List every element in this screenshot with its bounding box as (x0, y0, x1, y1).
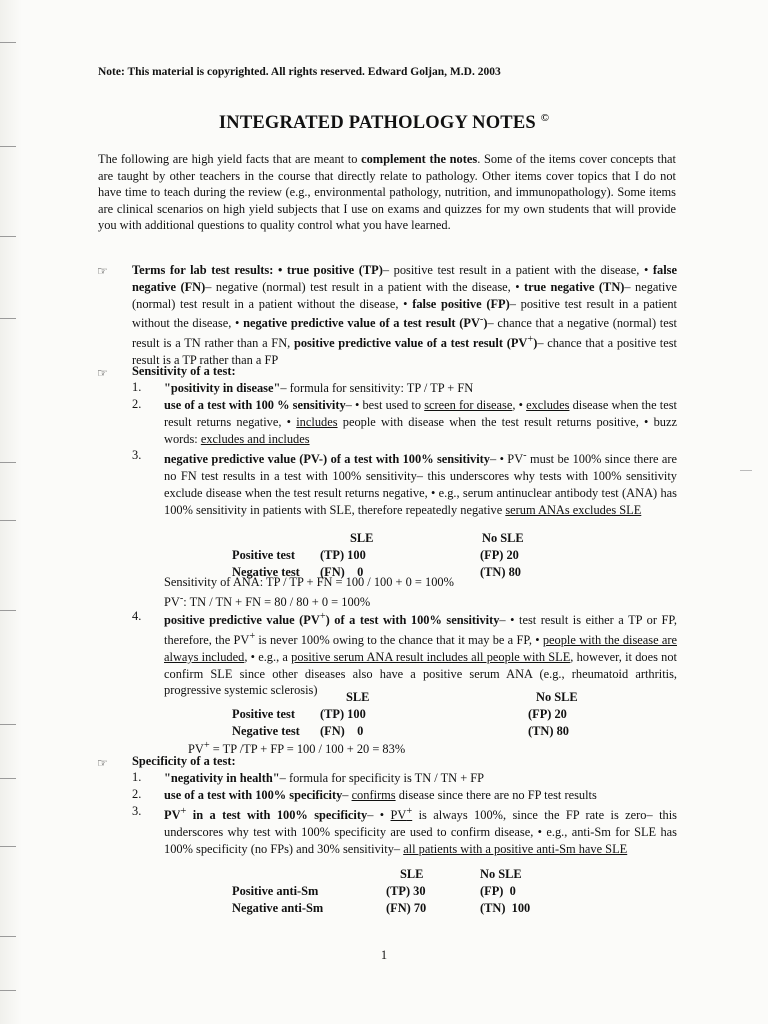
item-text: – • PV (490, 452, 524, 467)
superscript: + (180, 806, 187, 817)
calc-text: = TP /TP + FP = 100 / 100 + 20 = 83% (209, 742, 406, 757)
term-definition: – positive test result in a patient without the disease, • (132, 296, 677, 331)
table-row (232, 883, 530, 900)
table-row (232, 547, 524, 564)
page-number: 1 (380, 948, 388, 962)
row-label: Negative test (232, 723, 300, 738)
table-cell: (FP) 0 (480, 883, 516, 898)
item-text: – • test result is either a TP or FP, therefore, the PV (164, 613, 677, 648)
column-header: SLE (400, 867, 424, 881)
item-text: disease since there are no FP test results (395, 788, 597, 802)
title-text: INTEGRATED PATHOLOGY NOTES (218, 113, 536, 134)
term: false positive (FP) (407, 296, 510, 311)
item-number: 2. (132, 787, 142, 801)
page-title (0, 112, 768, 134)
table-header-row (232, 866, 530, 883)
term: ) (483, 316, 488, 331)
superscript: + (406, 806, 413, 817)
underlined-text: positive serum ANA result includes all people with SLE (291, 649, 571, 664)
underlined-pv: PV (390, 808, 407, 823)
item-lead: "positivity in disease" (164, 381, 281, 395)
item-lead: in a test with 100% specificity (186, 808, 368, 823)
item-text: must be 100% since there are no FN test results in a test with 100% sensitivity– this underscores why tests with 100% sensitivity exclude disease when the test result returns negative, • e.g., serum antinuclear antibody test (ANA) has 100% sensitivity in patients with SLE, therefore repeatedly negative (164, 452, 677, 517)
table-cell: (FP) 20 (480, 547, 519, 562)
term: true negative (TN) (519, 279, 625, 294)
superscript: + (249, 630, 256, 642)
row-label: Positive anti-Sm (232, 883, 319, 898)
pointing-hand-icon: ☞ (97, 756, 108, 770)
item-lead: negative predictive value (PV-) of a test with 100% sensitivity (164, 452, 490, 467)
underlined-text: excludes (526, 398, 570, 412)
table-cell: (TN) 100 (480, 900, 531, 915)
item-number: 3. (132, 804, 142, 818)
item-lead: PV (164, 808, 181, 823)
item-number: 1. (132, 380, 142, 394)
superscript: - (179, 593, 184, 604)
term: negative predictive value of a test result (PV (239, 316, 480, 331)
list-item (164, 804, 677, 858)
superscript: - (479, 314, 484, 326)
margin-tick (0, 520, 16, 521)
section-heading-text: Sensitivity of a test: (132, 364, 236, 378)
table-row (232, 900, 530, 917)
item-number: 1. (132, 770, 142, 784)
margin-tick (0, 318, 16, 319)
term-definition: – chance that a positive test result is a TP rather than a FP (132, 336, 677, 368)
section-heading (132, 753, 677, 770)
margin-tick (0, 462, 16, 463)
list-item (164, 787, 677, 804)
item-text: , • e.g., a (244, 649, 292, 664)
margin-tick (0, 990, 16, 991)
underlined-text: serum ANAs excludes SLE (505, 502, 642, 517)
intro-text: The following are high yield facts that are meant to (98, 152, 362, 166)
superscript: + (527, 334, 534, 346)
calc-text: PV (188, 742, 204, 757)
list-item (164, 380, 677, 397)
list-item (164, 770, 677, 787)
item-text: – formula for sensitivity: TP / TP + FN (280, 381, 474, 395)
superscript: - (523, 450, 527, 461)
margin-tick (740, 470, 752, 471)
sle-ana-table (232, 530, 524, 580)
column-header: No SLE (536, 690, 578, 704)
underlined-text: all patients with a positive anti-Sm have SLE (403, 841, 628, 856)
term: ) (533, 336, 538, 351)
scan-shadow-edge (0, 0, 22, 1024)
item-number: 4. (132, 609, 142, 623)
underlined-text: excludes and includes (200, 431, 310, 446)
margin-tick (0, 236, 16, 237)
pv-negative-calculation (164, 591, 370, 611)
item-lead: use of a test with 100% specificity (164, 788, 343, 802)
list-item (164, 448, 677, 518)
sle-ppv-table (232, 689, 578, 739)
item-number: 2. (132, 397, 142, 411)
section-heading: Terms for lab test results: (132, 263, 274, 277)
item-text: people with disease when the test result returns positive, • buzz words: (164, 414, 677, 446)
term: • true positive (TP) (273, 263, 383, 277)
margin-tick (0, 846, 16, 847)
underlined-text: confirms (351, 788, 396, 802)
copyright-note: Note: This material is copyrighted. All rights reserved. Edward Goljan, M.D. 2003 (98, 66, 501, 78)
term-definition: – negative (normal) test result in a patient without the disease, • (132, 279, 678, 311)
calc-text: : TN / TN + FN = 80 / 80 + 0 = 100% (183, 595, 371, 610)
superscript: + (319, 611, 326, 622)
item-text: – formula for specificity is TN / TN + FP (279, 771, 485, 785)
table-cell: (FP) 20 (528, 706, 567, 721)
item-lead: "negativity in health" (164, 771, 280, 785)
anti-sm-table (232, 866, 530, 916)
column-header: No SLE (480, 867, 522, 881)
margin-tick (0, 610, 16, 611)
item-text: is always 100%, since the FP rate is zero– this underscores why test with 100% specificity are used to confirm disease, • e.g., anti-Sm for SLE has 100% specificity (no FPs) and 30% sensitivity– (164, 808, 677, 856)
underlined-text: people with the disease are always included (164, 633, 677, 664)
sensitivity-calculation: Sensitivity of ANA: TP / TP + FN = 100 / 100 + 0 = 100% (164, 575, 454, 589)
item-number: 3. (132, 448, 142, 462)
table-row (232, 706, 578, 723)
pointing-hand-icon: ☞ (97, 264, 108, 278)
margin-tick (0, 724, 16, 725)
table-cell: (FN) 70 (386, 900, 427, 915)
row-label: Positive test (232, 547, 295, 562)
item-text: – • (367, 808, 391, 823)
item-text: , • (512, 398, 527, 412)
section-heading (132, 363, 677, 380)
margin-tick (0, 778, 16, 779)
term-definition: – positive test result in a patient with the disease, • (382, 263, 649, 277)
table-cell: (FN) 0 (320, 564, 364, 579)
item-text: is never 100% owing to the chance that it may be a FP, • (255, 633, 543, 648)
list-item (164, 609, 677, 699)
table-cell: (TP) 30 (386, 883, 426, 898)
table-cell: (TN) 80 (528, 723, 569, 738)
column-header: SLE (350, 531, 374, 545)
margin-tick (0, 936, 16, 937)
lab-terms-paragraph (132, 262, 677, 369)
underlined-text (391, 808, 413, 822)
table-cell: (TP) 100 (320, 547, 366, 562)
underlined-text: screen for disease (424, 398, 513, 412)
item-text: – (342, 788, 352, 802)
row-label: Positive test (232, 706, 295, 721)
item-lead: positive predictive value (PV (164, 613, 320, 628)
intro-emphasis: complement the notes (361, 152, 478, 166)
list-item (164, 397, 677, 447)
margin-tick (0, 42, 16, 43)
table-cell: (TP) 100 (320, 706, 366, 721)
table-header-row (232, 530, 524, 547)
item-text: disease when the test result returns negative, • (164, 398, 677, 429)
underlined-text: includes (296, 414, 338, 429)
copyright-mark: © (540, 112, 550, 124)
item-text: , however, it does not confirm SLE since other diseases also have a positive serum ANA (e.g., rheumatoid arthritis, progressive systemic sclerosis) (164, 649, 677, 698)
row-label: Negative anti-Sm (232, 900, 324, 915)
table-row (232, 723, 578, 740)
term-definition: – chance that a negative (normal) test result is a TN rather than a FN, (132, 316, 677, 351)
term: positive predictive value of a test result (PV (290, 336, 528, 351)
pointing-hand-icon: ☞ (97, 366, 108, 380)
term-definition: – negative (normal) test result in a patient with the disease, • (205, 279, 520, 294)
column-header: No SLE (482, 531, 524, 545)
superscript: + (203, 740, 210, 751)
intro-text: . Some of the items cover concepts that are taught by other teachers in the course that directly relate to pathology. Other items cover topics that I do not have time to teach during the review (e.g., environmental pathology, nutrition, and immunopathology). Some items are clinical scenarios on high yield subjects that I use on exams and quizzes for my own students that will provide you with additional questions to quality control what you have learned. (98, 152, 676, 233)
section-heading-text: Specificity of a test: (132, 754, 236, 768)
item-text: – • best used to (345, 398, 425, 412)
table-cell: (FN) 0 (320, 723, 364, 738)
calc-text: PV (164, 595, 180, 610)
term: false negative (FN) (132, 263, 677, 294)
row-label: Negative test (232, 564, 300, 579)
table-cell: (TN) 80 (480, 564, 521, 579)
item-lead: use of a test with 100 % sensitivity (164, 398, 346, 412)
margin-tick (0, 146, 16, 147)
item-lead: ) of a test with 100% sensitivity (325, 613, 500, 628)
column-header: SLE (346, 690, 370, 704)
table-header-row (232, 689, 578, 706)
intro-paragraph (98, 151, 676, 234)
